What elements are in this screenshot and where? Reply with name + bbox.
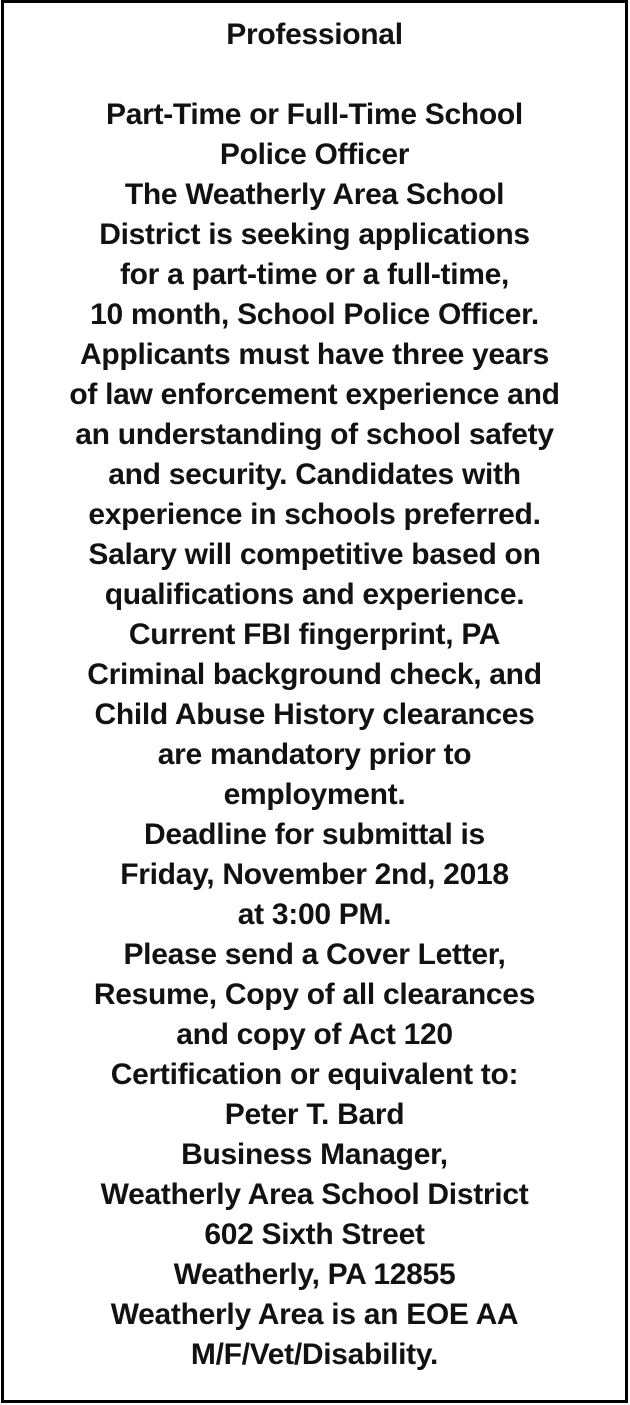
ad-text-line: Applicants must have three years	[80, 338, 549, 371]
ad-text-line: Weatherly Area is an EOE AA	[110, 1298, 519, 1331]
ad-text-line: Certification or equivalent to:	[110, 1058, 519, 1091]
ad-text-line: at 3:00 PM.	[237, 898, 392, 931]
ad-text-line: experience in schools preferred.	[88, 498, 541, 531]
ad-text-line: Criminal background check, and	[87, 658, 542, 691]
ad-text-line: Current FBI fingerprint, PA	[128, 618, 501, 651]
ad-text-line: and copy of Act 120	[176, 1018, 453, 1051]
ad-body	[10, 175, 619, 1375]
ad-text-line: Business Manager,	[181, 1138, 448, 1171]
blank-line	[10, 55, 619, 95]
ad-text-line: Weatherly, PA 12855	[173, 1258, 456, 1291]
ad-text-line: employment.	[223, 778, 406, 811]
ad-text-line: M/F/Vet/Disability.	[190, 1338, 439, 1371]
ad-text-line: are mandatory prior to	[157, 738, 472, 771]
ad-text-line: of law enforcement experience and	[69, 378, 560, 411]
ad-text-line: Salary will competitive based on	[88, 538, 541, 571]
ad-text-line: 602 Sixth Street	[204, 1218, 425, 1251]
ad-text-line: an understanding of school safety	[75, 418, 554, 451]
ad-job-title	[10, 95, 619, 175]
ad-category-header: Professional	[226, 18, 403, 51]
ad-text-line: Deadline for submittal is	[144, 818, 485, 851]
ad-text-line: Part-Time or Full-Time School	[106, 98, 523, 131]
ad-text-line: Resume, Copy of all clearances	[93, 978, 536, 1011]
ad-text-line: for a part-time or a full-time,	[119, 258, 510, 291]
ad-text-line: Child Abuse History clearances	[94, 698, 535, 731]
ad-text-line: Police Officer	[219, 138, 410, 171]
classified-ad-frame	[1, 0, 628, 1403]
ad-text-line: The Weatherly Area School	[124, 178, 505, 211]
ad-text-line: Peter T. Bard	[224, 1098, 405, 1131]
ad-text-line: 10 month, School Police Officer.	[90, 298, 539, 331]
ad-text-line: Please send a Cover Letter,	[123, 938, 506, 971]
ad-text-block	[4, 3, 625, 1375]
ad-text-line: Weatherly Area School District	[100, 1178, 529, 1211]
ad-text-line: District is seeking applications	[99, 218, 530, 251]
ad-text-line: Friday, November 2nd, 2018	[120, 858, 509, 891]
ad-text-line: qualifications and experience.	[104, 578, 525, 611]
ad-text-line: and security. Candidates with	[108, 458, 521, 491]
